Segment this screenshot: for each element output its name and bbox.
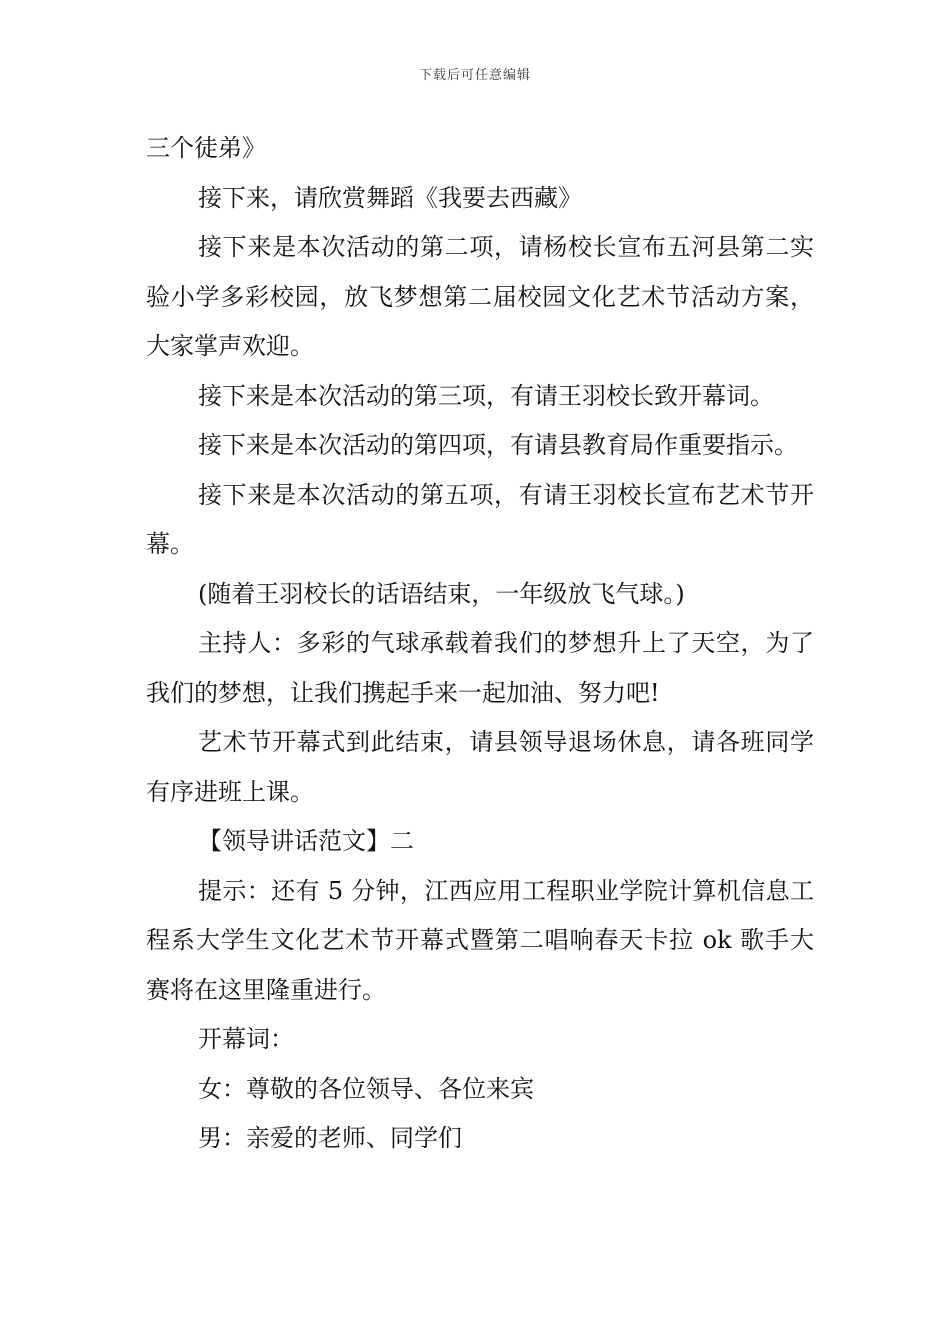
paragraph: 三个徒弟》 [146,134,266,162]
paragraph: 接下来是本次活动的第五项，有请王羽校长宣布艺术节开幕。 [146,480,814,558]
paragraph: (随着王羽校长的话语结束，一年级放飞气球。) [198,579,685,608]
paragraph: 男：亲爱的老师、同学们 [198,1124,462,1152]
paragraph: 女：尊敬的各位领导、各位来宾 [198,1074,534,1103]
paragraph: 接下来是本次活动的第四项，有请县教育局作重要指示。 [198,431,798,459]
page-header: 下载后可任意编辑 [418,68,531,83]
paragraph: 接下来，请欣赏舞蹈《我要去西藏》 [198,183,582,212]
paragraph: 艺术节开幕式到此结束，请县领导退场休息，请各班同学有序进班上课。 [146,728,814,806]
paragraph: 开幕词： [198,1025,294,1053]
paragraph: 接下来是本次活动的第三项，有请王羽校长致开幕词。 [198,381,774,410]
section-heading: 【领导讲话范文】二 [198,827,414,855]
paragraph: 主持人：多彩的气球承载着我们的梦想升上了天空，为了我们的梦想，让我们携起手来一起加油、努力吧! [146,629,814,707]
paragraph: 接下来是本次活动的第二项，请杨校长宣布五河县第二实验小学多彩校园，放飞梦想第二届校园文化艺术节活动方案，大家掌声欢迎。 [146,233,814,360]
document-body [146,124,814,1164]
paragraph: 提示：还有 5 分钟，江西应用工程职业学院计算机信息工程系大学生文化艺术节开幕式暨第二唱响春天卡拉 ok 歌手大赛将在这里隆重进行。 [146,876,814,1004]
